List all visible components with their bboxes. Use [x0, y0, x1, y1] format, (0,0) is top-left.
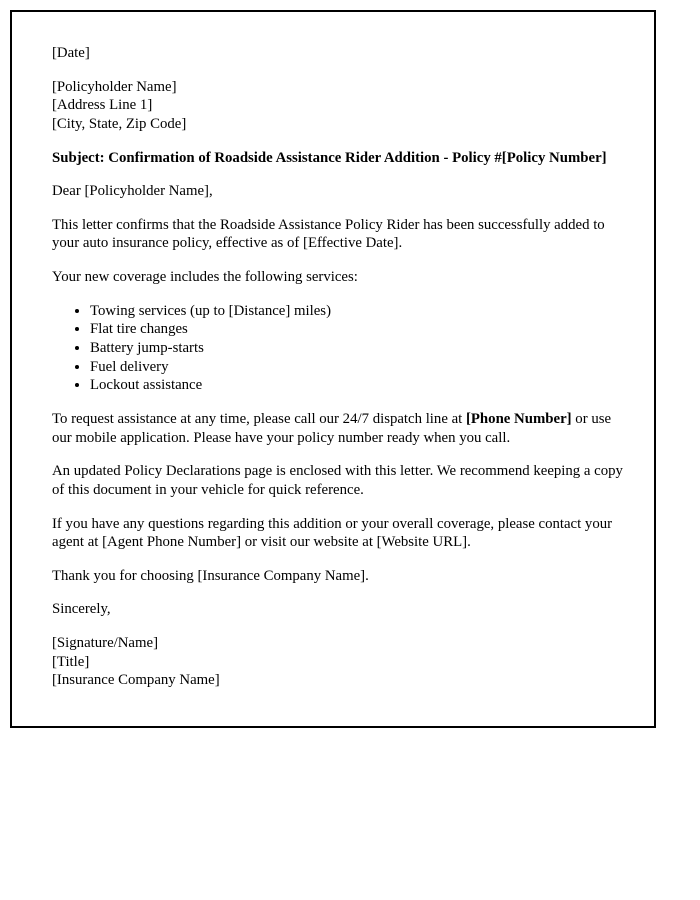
paragraph-thanks: Thank you for choosing [Insurance Company Name]. — [52, 567, 369, 584]
signature-block — [52, 634, 624, 690]
letter-document — [10, 10, 656, 728]
paragraph-dispatch — [52, 410, 624, 447]
list-item-fuel: • Fuel delivery — [90, 358, 624, 377]
recipient-address-block — [52, 78, 624, 134]
salutation: Dear [Policyholder Name], — [52, 183, 213, 200]
signature-name: [Signature/Name] — [52, 635, 159, 652]
closing-line: Sincerely, — [52, 601, 111, 618]
recipient-address-line1: [Address Line 1] — [52, 97, 153, 114]
dispatch-text-post: or use our mobile application. Please have your policy number ready when you call. — [52, 410, 612, 446]
paragraph-declarations: An updated Policy Declarations page is enclosed with this letter. We recommend keeping a copy of this document in your vehicle for quick reference. — [52, 463, 623, 498]
paragraph-confirmation: This letter confirms that the Roadside Assistance Policy Rider has been successfully added to your auto insurance policy, effective as of [Effective Date]. — [52, 216, 605, 252]
list-item-towing: • Towing services (up to [Distance] miles) — [90, 302, 624, 321]
list-item-battery: • Battery jump-starts — [90, 339, 624, 358]
subject-line: Subject: Confirmation of Roadside Assistance Rider Addition - Policy #[Policy Number] — [52, 149, 607, 166]
recipient-name: [Policyholder Name] — [52, 78, 177, 95]
services-list — [52, 302, 624, 395]
signature-title: [Title] — [52, 653, 90, 670]
list-item-flat-tire: • Flat tire changes — [90, 320, 624, 339]
date-line: [Date] — [52, 45, 90, 61]
list-item-lockout: • Lockout assistance — [90, 376, 624, 395]
paragraph-coverage-intro: Your new coverage includes the following services: — [52, 269, 358, 286]
phone-number-placeholder: [Phone Number] — [465, 410, 572, 427]
signature-company: [Insurance Company Name] — [52, 672, 220, 689]
paragraph-questions: If you have any questions regarding this addition or your overall coverage, please contact your agent at [Agent Phone Number] or visit our website at [Website URL]. — [52, 515, 613, 551]
dispatch-text-pre: To request assistance at any time, please call our 24/7 dispatch line at — [52, 410, 466, 427]
recipient-city-state-zip: [City, State, Zip Code] — [52, 115, 187, 132]
